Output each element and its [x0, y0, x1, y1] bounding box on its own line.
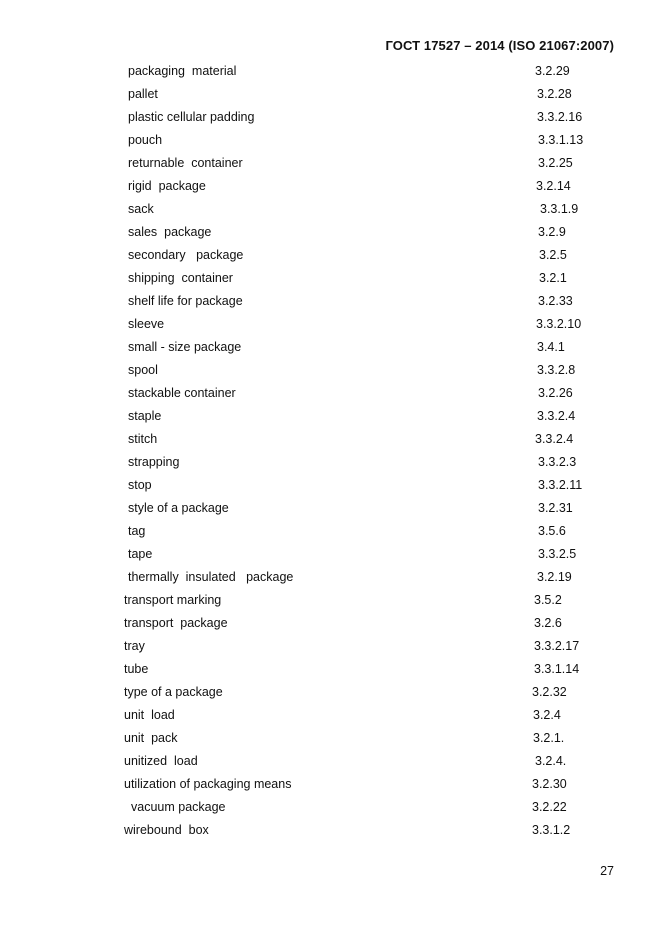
index-term: unit load [124, 708, 175, 722]
index-ref: 3.2.31 [538, 501, 573, 515]
index-row [0, 658, 661, 681]
index-ref: 3.3.2.5 [538, 547, 577, 561]
index-ref: 3.2.29 [535, 64, 570, 78]
index-ref: 3.2.6 [534, 616, 562, 630]
index-row [0, 83, 661, 106]
index-row [0, 267, 661, 290]
index-term: transport package [124, 616, 228, 630]
index-ref: 3.3.2.11 [538, 478, 583, 492]
index-term: plastic cellular padding [128, 110, 255, 124]
index-row [0, 589, 661, 612]
index-ref: 3.2.4. [535, 754, 567, 768]
index-term: pallet [128, 87, 158, 101]
index-term: vacuum package [131, 800, 226, 814]
index-term: sleeve [128, 317, 165, 331]
index-term: tube [124, 662, 149, 676]
index-ref: 3.2.33 [538, 294, 573, 308]
index-ref: 3.3.1.2 [532, 823, 571, 837]
index-ref: 3.3.2.3 [538, 455, 577, 469]
index-term: stop [128, 478, 152, 492]
index-ref: 3.3.2.10 [536, 317, 582, 331]
index-term: type of a package [124, 685, 223, 699]
index-term: sack [128, 202, 154, 216]
index-term: utilization of packaging means [124, 777, 292, 791]
page-number: 27 [600, 864, 614, 878]
index-row [0, 336, 661, 359]
index-ref: 3.3.2.4 [537, 409, 576, 423]
index-row [0, 405, 661, 428]
index-list [0, 60, 661, 842]
index-row [0, 290, 661, 313]
index-ref: 3.2.9 [538, 225, 566, 239]
index-row [0, 497, 661, 520]
index-term: small - size package [128, 340, 242, 354]
index-ref: 3.2.25 [538, 156, 573, 170]
index-ref: 3.3.2.16 [537, 110, 583, 124]
index-row [0, 221, 661, 244]
index-term: tape [128, 547, 153, 561]
index-row [0, 750, 661, 773]
index-row [0, 382, 661, 405]
index-row [0, 704, 661, 727]
index-ref: 3.5.6 [538, 524, 566, 538]
index-ref: 3.5.2 [534, 593, 562, 607]
index-row [0, 106, 661, 129]
index-ref: 3.2.19 [537, 570, 572, 584]
index-row [0, 359, 661, 382]
index-row [0, 612, 661, 635]
index-term: wirebound box [124, 823, 209, 837]
index-row [0, 129, 661, 152]
index-term: pouch [128, 133, 163, 147]
index-row [0, 152, 661, 175]
index-row [0, 451, 661, 474]
index-term: stitch [128, 432, 158, 446]
index-term: sales package [128, 225, 212, 239]
index-ref: 3.2.30 [532, 777, 567, 791]
index-term: tray [124, 639, 145, 653]
index-row [0, 727, 661, 750]
index-row [0, 681, 661, 704]
index-ref: 3.3.1.14 [534, 662, 580, 676]
index-row [0, 635, 661, 658]
index-term: spool [128, 363, 158, 377]
index-term: style of a package [128, 501, 229, 515]
index-ref: 3.3.1.9 [540, 202, 579, 216]
index-row [0, 175, 661, 198]
index-term: returnable container [128, 156, 243, 170]
index-term: secondary package [128, 248, 244, 262]
index-row [0, 566, 661, 589]
index-term: shipping container [128, 271, 233, 285]
index-ref: 3.3.2.8 [537, 363, 576, 377]
index-ref: 3.3.2.17 [534, 639, 580, 653]
index-term: packaging material [128, 64, 237, 78]
index-row [0, 428, 661, 451]
index-row [0, 520, 661, 543]
index-ref: 3.2.1 [539, 271, 567, 285]
index-ref: 3.2.1. [533, 731, 565, 745]
index-row [0, 313, 661, 336]
index-ref: 3.3.2.4 [535, 432, 574, 446]
index-ref: 3.2.32 [532, 685, 567, 699]
index-term: tag [128, 524, 146, 538]
index-row [0, 198, 661, 221]
page-header-title: ГОСТ 17527 – 2014 (ISO 21067:2007) [385, 38, 614, 53]
index-ref: 3.2.5 [539, 248, 567, 262]
index-row [0, 474, 661, 497]
index-row [0, 60, 661, 83]
index-ref: 3.3.1.13 [538, 133, 584, 147]
index-ref: 3.2.26 [538, 386, 573, 400]
index-term: strapping [128, 455, 180, 469]
index-term: unit pack [124, 731, 178, 745]
index-row [0, 543, 661, 566]
index-row [0, 819, 661, 842]
index-ref: 3.2.4 [533, 708, 561, 722]
index-row [0, 244, 661, 267]
index-row [0, 796, 661, 819]
index-term: stackable container [128, 386, 236, 400]
index-term: shelf life for package [128, 294, 243, 308]
index-ref: 3.2.22 [532, 800, 567, 814]
index-ref: 3.2.14 [536, 179, 571, 193]
index-ref: 3.2.28 [537, 87, 572, 101]
index-term: unitized load [124, 754, 198, 768]
index-term: staple [128, 409, 162, 423]
index-row [0, 773, 661, 796]
index-term: transport marking [124, 593, 222, 607]
index-term: thermally insulated package [128, 570, 294, 584]
index-ref: 3.4.1 [537, 340, 565, 354]
index-term: rigid package [128, 179, 206, 193]
